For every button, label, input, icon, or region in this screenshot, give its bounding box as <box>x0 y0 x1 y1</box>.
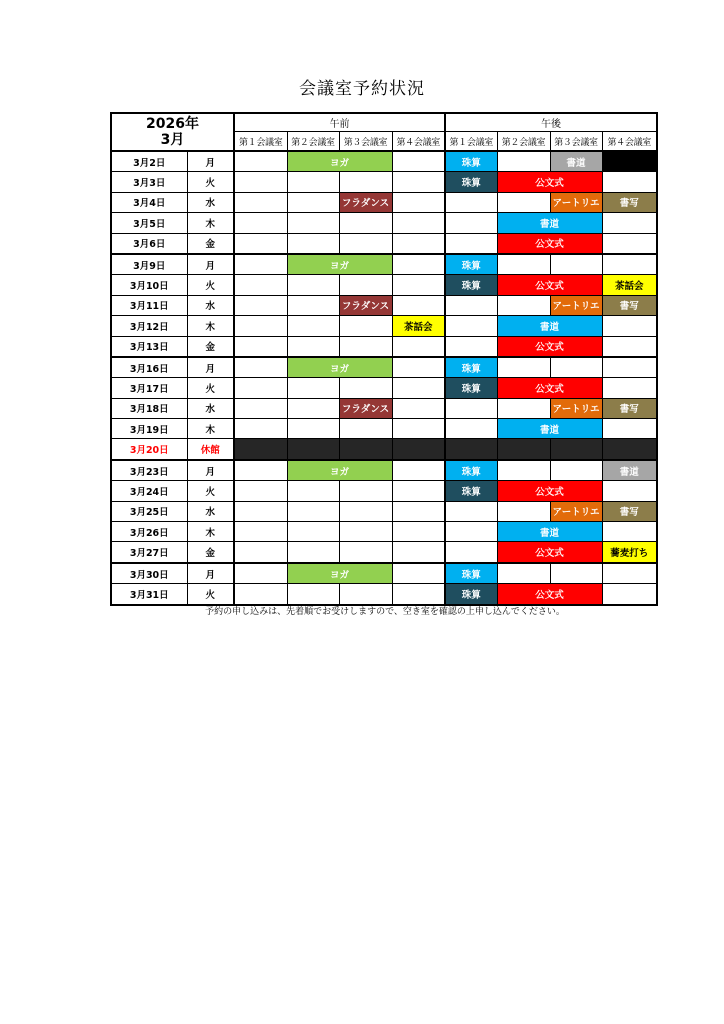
empty-cell <box>497 460 550 481</box>
weekday-cell: 水 <box>187 295 234 315</box>
reservation-cell: アートリエ <box>550 398 602 418</box>
closed-cell <box>550 439 602 460</box>
empty-cell <box>392 522 445 542</box>
reservation-cell: ヨガ <box>287 460 392 481</box>
empty-cell <box>234 151 287 172</box>
reservation-cell: 書道 <box>602 460 657 481</box>
reservation-cell: ヨガ <box>287 563 392 584</box>
reservation-cell: 珠算 <box>445 357 497 378</box>
empty-cell <box>392 542 445 563</box>
empty-cell <box>392 419 445 439</box>
schedule-row <box>111 357 657 378</box>
schedule-row <box>111 542 657 563</box>
empty-cell <box>234 295 287 315</box>
reservation-cell: 珠算 <box>445 275 497 295</box>
weekday-cell: 火 <box>187 378 234 398</box>
reservation-cell: 公文式 <box>497 275 602 295</box>
schedule-row <box>111 172 657 192</box>
date-cell: 3月18日 <box>111 398 187 418</box>
reservation-cell: 書道 <box>497 213 602 233</box>
schedule-row <box>111 295 657 315</box>
date-cell: 3月5日 <box>111 213 187 233</box>
empty-cell <box>287 295 339 315</box>
empty-cell <box>287 275 339 295</box>
date-cell: 3月17日 <box>111 378 187 398</box>
weekday-cell: 月 <box>187 357 234 378</box>
empty-cell <box>287 316 339 336</box>
reservation-cell: 公文式 <box>497 481 602 501</box>
empty-cell <box>497 501 550 521</box>
empty-cell <box>550 563 602 584</box>
reservation-cell: 茶話会 <box>392 316 445 336</box>
reservation-cell: 書道 <box>497 316 602 336</box>
empty-cell <box>602 419 657 439</box>
month-label: 3月 <box>160 132 185 148</box>
empty-cell <box>339 378 392 398</box>
reservation-cell: 珠算 <box>445 460 497 481</box>
reservation-cell: フラダンス <box>339 295 392 315</box>
schedule-row <box>111 233 657 254</box>
schedule-row <box>111 398 657 418</box>
reservation-cell: 珠算 <box>445 254 497 275</box>
reservation-cell: 公文式 <box>497 172 602 192</box>
empty-cell <box>445 233 497 254</box>
weekday-cell: 金 <box>187 542 234 563</box>
schedule-row <box>111 460 657 481</box>
schedule-row <box>111 419 657 439</box>
empty-cell <box>339 213 392 233</box>
empty-cell <box>339 522 392 542</box>
empty-cell <box>339 542 392 563</box>
empty-cell <box>287 584 339 605</box>
reservation-cell: 公文式 <box>497 542 602 563</box>
reservation-cell <box>602 151 657 172</box>
empty-cell <box>339 316 392 336</box>
weekday-cell: 火 <box>187 481 234 501</box>
closed-cell <box>287 439 339 460</box>
empty-cell <box>392 501 445 521</box>
date-cell: 3月27日 <box>111 542 187 563</box>
reservation-cell: 公文式 <box>497 336 602 357</box>
weekday-cell: 水 <box>187 398 234 418</box>
reservation-cell: 書写 <box>602 295 657 315</box>
empty-cell <box>234 378 287 398</box>
date-cell: 3月10日 <box>111 275 187 295</box>
empty-cell <box>234 254 287 275</box>
empty-cell <box>392 233 445 254</box>
year-month-cell <box>111 113 234 151</box>
empty-cell <box>234 522 287 542</box>
empty-cell <box>287 336 339 357</box>
am-room-3: 第３会議室 <box>339 132 392 152</box>
empty-cell <box>392 151 445 172</box>
empty-cell <box>339 501 392 521</box>
empty-cell <box>550 460 602 481</box>
reservation-table <box>110 112 658 606</box>
empty-cell <box>497 398 550 418</box>
empty-cell <box>287 233 339 254</box>
pm-room-4: 第４会議室 <box>602 132 657 152</box>
footer-note: 予約の申し込みは、先着順でお受けしますので、空き室を確認の上申し込んでください。 <box>205 607 565 617</box>
empty-cell <box>392 172 445 192</box>
empty-cell <box>602 316 657 336</box>
date-cell: 3月3日 <box>111 172 187 192</box>
reservation-cell: アートリエ <box>550 192 602 212</box>
reservation-cell: 書道 <box>497 419 602 439</box>
date-cell: 3月19日 <box>111 419 187 439</box>
weekday-cell: 木 <box>187 522 234 542</box>
empty-cell <box>392 378 445 398</box>
reservation-cell: 公文式 <box>497 233 602 254</box>
empty-cell <box>339 275 392 295</box>
reservation-cell: 珠算 <box>445 378 497 398</box>
empty-cell <box>392 584 445 605</box>
reservation-cell: アートリエ <box>550 295 602 315</box>
closed-cell <box>234 439 287 460</box>
closed-cell <box>602 439 657 460</box>
weekday-cell: 火 <box>187 584 234 605</box>
empty-cell <box>602 172 657 192</box>
empty-cell <box>287 378 339 398</box>
empty-cell <box>392 460 445 481</box>
weekday-cell: 火 <box>187 172 234 192</box>
reservation-cell: 書写 <box>602 398 657 418</box>
am-room-4: 第４会議室 <box>392 132 445 152</box>
reservation-cell: 珠算 <box>445 563 497 584</box>
pm-room-1: 第１会議室 <box>445 132 497 152</box>
date-cell: 3月9日 <box>111 254 187 275</box>
empty-cell <box>392 213 445 233</box>
date-cell: 3月31日 <box>111 584 187 605</box>
page-title: 会議室予約状況 <box>299 79 425 99</box>
schedule-row <box>111 584 657 605</box>
reservation-cell: 書道 <box>497 522 602 542</box>
empty-cell <box>234 542 287 563</box>
empty-cell <box>602 522 657 542</box>
empty-cell <box>234 275 287 295</box>
empty-cell <box>234 316 287 336</box>
schedule-row <box>111 336 657 357</box>
empty-cell <box>602 254 657 275</box>
empty-cell <box>445 336 497 357</box>
empty-cell <box>234 584 287 605</box>
date-cell: 3月11日 <box>111 295 187 315</box>
empty-cell <box>392 254 445 275</box>
empty-cell <box>234 172 287 192</box>
reservation-cell: ヨガ <box>287 357 392 378</box>
schedule-row <box>111 316 657 336</box>
weekday-cell: 水 <box>187 192 234 212</box>
empty-cell <box>602 357 657 378</box>
empty-cell <box>339 419 392 439</box>
empty-cell <box>287 501 339 521</box>
schedule-row <box>111 378 657 398</box>
reservation-cell: フラダンス <box>339 398 392 418</box>
weekday-cell: 金 <box>187 336 234 357</box>
schedule-row <box>111 213 657 233</box>
weekday-cell: 月 <box>187 254 234 275</box>
reservation-cell: 公文式 <box>497 378 602 398</box>
empty-cell <box>234 192 287 212</box>
empty-cell <box>550 357 602 378</box>
empty-cell <box>445 542 497 563</box>
reservation-cell: 書写 <box>602 501 657 521</box>
empty-cell <box>234 501 287 521</box>
weekday-cell: 金 <box>187 233 234 254</box>
schedule-row <box>111 501 657 521</box>
date-cell: 3月4日 <box>111 192 187 212</box>
empty-cell <box>287 213 339 233</box>
date-cell: 3月12日 <box>111 316 187 336</box>
date-cell: 3月26日 <box>111 522 187 542</box>
am-header: 午前 <box>234 113 445 132</box>
closed-cell <box>445 439 497 460</box>
empty-cell <box>602 213 657 233</box>
reservation-cell: 珠算 <box>445 481 497 501</box>
date-cell: 3月2日 <box>111 151 187 172</box>
empty-cell <box>602 481 657 501</box>
empty-cell <box>234 563 287 584</box>
schedule-row <box>111 254 657 275</box>
date-cell: 3月13日 <box>111 336 187 357</box>
schedule-row <box>111 522 657 542</box>
weekday-cell: 月 <box>187 151 234 172</box>
empty-cell <box>339 481 392 501</box>
empty-cell <box>602 336 657 357</box>
date-cell: 3月16日 <box>111 357 187 378</box>
empty-cell <box>287 481 339 501</box>
closed-cell <box>497 439 550 460</box>
empty-cell <box>287 192 339 212</box>
weekday-cell: 木 <box>187 213 234 233</box>
am-room-2: 第２会議室 <box>287 132 339 152</box>
weekday-cell: 木 <box>187 316 234 336</box>
weekday-cell: 休館 <box>187 439 234 460</box>
empty-cell <box>392 357 445 378</box>
empty-cell <box>602 584 657 605</box>
empty-cell <box>445 501 497 521</box>
empty-cell <box>497 357 550 378</box>
weekday-cell: 月 <box>187 563 234 584</box>
pm-header: 午後 <box>445 113 657 132</box>
empty-cell <box>339 584 392 605</box>
empty-cell <box>497 563 550 584</box>
empty-cell <box>445 192 497 212</box>
reservation-cell: 珠算 <box>445 151 497 172</box>
weekday-cell: 火 <box>187 275 234 295</box>
weekday-cell: 水 <box>187 501 234 521</box>
empty-cell <box>550 254 602 275</box>
date-cell: 3月30日 <box>111 563 187 584</box>
empty-cell <box>339 336 392 357</box>
empty-cell <box>392 295 445 315</box>
date-cell: 3月25日 <box>111 501 187 521</box>
empty-cell <box>234 398 287 418</box>
empty-cell <box>234 233 287 254</box>
schedule-row <box>111 192 657 212</box>
empty-cell <box>287 542 339 563</box>
date-cell: 3月24日 <box>111 481 187 501</box>
empty-cell <box>445 213 497 233</box>
reservation-cell: 珠算 <box>445 172 497 192</box>
empty-cell <box>392 481 445 501</box>
empty-cell <box>497 151 550 172</box>
empty-cell <box>392 398 445 418</box>
schedule-row <box>111 439 657 460</box>
schedule-row <box>111 275 657 295</box>
weekday-cell: 月 <box>187 460 234 481</box>
reservation-cell: 公文式 <box>497 584 602 605</box>
empty-cell <box>287 419 339 439</box>
date-cell: 3月23日 <box>111 460 187 481</box>
reservation-cell: 茶話会 <box>602 275 657 295</box>
empty-cell <box>392 192 445 212</box>
schedule-row <box>111 151 657 172</box>
date-cell: 3月20日 <box>111 439 187 460</box>
schedule-row <box>111 481 657 501</box>
weekday-cell: 木 <box>187 419 234 439</box>
empty-cell <box>445 295 497 315</box>
empty-cell <box>287 398 339 418</box>
reservation-cell: ヨガ <box>287 151 392 172</box>
empty-cell <box>234 481 287 501</box>
date-cell: 3月6日 <box>111 233 187 254</box>
reservation-cell: アートリエ <box>550 501 602 521</box>
empty-cell <box>497 192 550 212</box>
empty-cell <box>445 522 497 542</box>
empty-cell <box>287 522 339 542</box>
reservation-cell: 蕎麦打ち <box>602 542 657 563</box>
schedule-row <box>111 563 657 584</box>
am-room-1: 第１会議室 <box>234 132 287 152</box>
empty-cell <box>234 357 287 378</box>
closed-cell <box>339 439 392 460</box>
reservation-cell: 珠算 <box>445 584 497 605</box>
empty-cell <box>445 316 497 336</box>
empty-cell <box>602 233 657 254</box>
empty-cell <box>234 336 287 357</box>
reservation-cell: 書写 <box>602 192 657 212</box>
empty-cell <box>339 172 392 192</box>
empty-cell <box>602 563 657 584</box>
empty-cell <box>602 378 657 398</box>
closed-cell <box>392 439 445 460</box>
empty-cell <box>234 419 287 439</box>
pm-room-2: 第２会議室 <box>497 132 550 152</box>
empty-cell <box>445 419 497 439</box>
empty-cell <box>339 233 392 254</box>
empty-cell <box>392 275 445 295</box>
empty-cell <box>234 460 287 481</box>
pm-room-3: 第３会議室 <box>550 132 602 152</box>
empty-cell <box>497 295 550 315</box>
reservation-cell: 書道 <box>550 151 602 172</box>
empty-cell <box>497 254 550 275</box>
reservation-cell: ヨガ <box>287 254 392 275</box>
empty-cell <box>287 172 339 192</box>
year-label: 2026年 <box>146 116 199 132</box>
reservation-cell: フラダンス <box>339 192 392 212</box>
empty-cell <box>392 563 445 584</box>
empty-cell <box>234 213 287 233</box>
empty-cell <box>392 336 445 357</box>
empty-cell <box>445 398 497 418</box>
